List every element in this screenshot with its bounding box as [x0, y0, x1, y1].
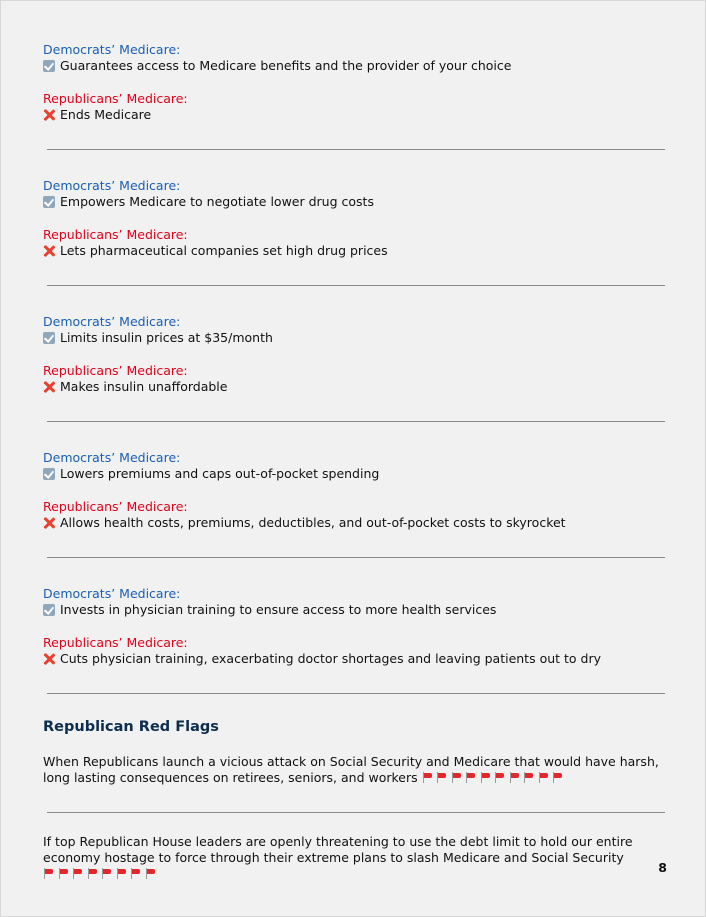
- democrats-label: Democrats’ Medicare:: [43, 178, 181, 193]
- democrats-point-text: Lowers premiums and caps out-of-pocket spending: [60, 466, 380, 481]
- democrats-point-text: Empowers Medicare to negotiate lower drug costs: [60, 194, 374, 209]
- red-flag-row: [422, 770, 567, 785]
- democrats-label: Democrats’ Medicare:: [43, 450, 181, 465]
- democrats-point: [43, 466, 673, 482]
- check-box-icon: [43, 604, 55, 616]
- red-flag-paragraph: [43, 834, 663, 882]
- red-flag-text: If top Republican House leaders are openly threatening to use the debt limit to hold our entire economy hostage to force through their extreme plans to slash Medicare and Social Security: [43, 834, 633, 865]
- democrats-label: Democrats’ Medicare:: [43, 586, 181, 601]
- cross-mark-icon: [43, 653, 55, 665]
- red-flag-icon: [116, 868, 128, 879]
- check-box-icon: [43, 468, 55, 480]
- red-flag-icon: [72, 868, 84, 879]
- red-flag-icon: [509, 772, 521, 783]
- cross-mark-icon: [43, 245, 55, 257]
- check-box-icon: [43, 332, 55, 344]
- republicans-point: [43, 515, 673, 531]
- red-flag-text: When Republicans launch a vicious attack on Social Security and Medicare that would have harsh, long lasting consequences on retirees, seniors, and workers: [43, 754, 659, 785]
- democrats-point: [43, 330, 673, 346]
- red-flag-icon: [523, 772, 535, 783]
- section-heading: Republican Red Flags: [43, 719, 219, 735]
- republicans-label: Republicans’ Medicare:: [43, 635, 188, 650]
- republicans-label: Republicans’ Medicare:: [43, 91, 188, 106]
- red-flag-icon: [58, 868, 70, 879]
- republicans-point-text: Allows health costs, premiums, deductibles, and out-of-pocket costs to skyrocket: [60, 515, 566, 530]
- page-number: 8: [658, 860, 667, 875]
- check-box-icon: [43, 196, 55, 208]
- red-flag-icon: [538, 772, 550, 783]
- red-flag-icon: [101, 868, 113, 879]
- red-flag-paragraph: [43, 754, 663, 786]
- republicans-label: Republicans’ Medicare:: [43, 499, 188, 514]
- red-flag-icon: [130, 868, 142, 879]
- comparison-block: [43, 42, 673, 123]
- republicans-point-text: Cuts physician training, exacerbating doctor shortages and leaving patients out to dry: [60, 651, 602, 666]
- republicans-point: [43, 107, 673, 123]
- red-flag-icon: [451, 772, 463, 783]
- comparison-block: [43, 314, 673, 395]
- republicans-point-text: Ends Medicare: [60, 107, 152, 122]
- republicans-point-text: Lets pharmaceutical companies set high drug prices: [60, 243, 388, 258]
- republicans-label: Republicans’ Medicare:: [43, 227, 188, 242]
- democrats-point: [43, 194, 673, 210]
- cross-mark-icon: [43, 109, 55, 121]
- democrats-point: [43, 602, 673, 618]
- red-flag-icon: [43, 868, 55, 879]
- republicans-point: [43, 651, 673, 667]
- democrats-point-text: Limits insulin prices at $35/month: [60, 330, 273, 345]
- democrats-point-text: Invests in physician training to ensure access to more health services: [60, 602, 497, 617]
- cross-mark-icon: [43, 381, 55, 393]
- red-flag-icon: [552, 772, 564, 783]
- red-flag-icon: [494, 772, 506, 783]
- democrats-label: Democrats’ Medicare:: [43, 42, 181, 57]
- red-flag-icon: [145, 868, 157, 879]
- red-flag-icon: [480, 772, 492, 783]
- democrats-point-text: Guarantees access to Medicare benefits and the provider of your choice: [60, 58, 512, 73]
- red-flag-icon: [87, 868, 99, 879]
- comparison-block: [43, 178, 673, 259]
- democrats-point: [43, 58, 673, 74]
- republicans-point-text: Makes insulin unaffordable: [60, 379, 228, 394]
- cross-mark-icon: [43, 517, 55, 529]
- republicans-label: Republicans’ Medicare:: [43, 363, 188, 378]
- democrats-label: Democrats’ Medicare:: [43, 314, 181, 329]
- comparison-block: [43, 450, 673, 531]
- check-box-icon: [43, 60, 55, 72]
- republicans-point: [43, 243, 673, 259]
- red-flag-icon: [436, 772, 448, 783]
- republicans-point: [43, 379, 673, 395]
- comparison-block: [43, 586, 673, 667]
- red-flag-icon: [465, 772, 477, 783]
- page-content: [43, 42, 673, 882]
- red-flag-row: [43, 866, 159, 881]
- red-flag-icon: [422, 772, 434, 783]
